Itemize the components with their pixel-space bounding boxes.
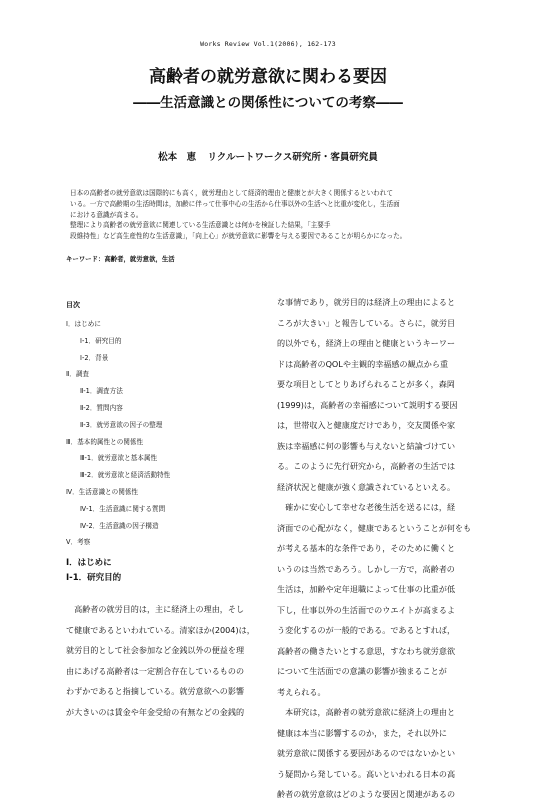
right-column-body bbox=[277, 292, 477, 805]
author-line bbox=[0, 149, 536, 163]
author-affiliation: リクルートワークス研究所・客員研究員 bbox=[207, 152, 378, 163]
toc-item: Ⅱ-1．調査方法 bbox=[80, 387, 123, 396]
body-line: 下し，仕事以外の生活面でのウエイトが高まるよ bbox=[277, 604, 456, 615]
toc-item: Ⅱ．調査 bbox=[66, 370, 90, 379]
section-heading: Ⅰ．はじめに bbox=[66, 558, 112, 568]
abstract-line: いる。一方で高齢期の生活時間は，加齢に伴って仕事中心の生活から仕事以外の生活へと比重が変化し，生活面 bbox=[70, 199, 400, 208]
body-line: 経済状況と健康が強く意識されているといえる。 bbox=[277, 481, 456, 492]
toc-item: Ⅰ．はじめに bbox=[66, 320, 101, 328]
subsection-heading: Ⅰ-1．研究目的 bbox=[66, 573, 122, 583]
body-line: 生活は，加齢や定年退職によって仕事の比重が低 bbox=[277, 584, 456, 594]
body-line: う変化するのが一般的である。であるとすれば， bbox=[277, 625, 456, 635]
abstract bbox=[70, 188, 470, 242]
body-line: (1999)は，高齢者の幸福感について説明する要因 bbox=[277, 399, 458, 410]
paper-title: 高齢者の就労意欲に関わる要因 bbox=[149, 67, 387, 87]
toc-title: 目次 bbox=[66, 301, 80, 309]
body-line: が考える基本的な条件であり，そのために働くと bbox=[277, 543, 456, 553]
table-of-contents bbox=[66, 316, 264, 551]
paper-subtitle: ――生活意識との関係性についての考察―― bbox=[133, 95, 403, 111]
abstract-line: 整理により高齢者の就労意欲に関連している生活意識とは何かを検証した結果，「主要手 bbox=[70, 221, 331, 230]
author-name: 松本 恵 bbox=[158, 152, 197, 163]
toc-item: Ⅳ．生活意識との関係性 bbox=[66, 487, 139, 496]
body-line: ころが大きい」と報告している。さらに，就労目 bbox=[277, 317, 456, 328]
left-column-body bbox=[66, 599, 264, 722]
toc-item: Ⅰ-2．背景 bbox=[80, 353, 109, 362]
body-line: 族は幸福感に何の影響も与えないと結論づけてい bbox=[277, 440, 456, 451]
body-line: る。このように先行研究から，高齢者の生活では bbox=[277, 461, 456, 471]
body-line: 就労目的として社会参加など金銭以外の便益を理 bbox=[66, 645, 245, 655]
body-line: について生活面での意識の影響が強まることが bbox=[277, 666, 447, 676]
abstract-line: 段維持性」など高生産性的な生活意識」，「向上心」が就労意欲に影響を与える要因であることが明らかになった。 bbox=[70, 232, 407, 241]
toc-item: Ⅴ．考察 bbox=[66, 538, 91, 547]
body-line: 就労意欲に関係する要因があるのではないかとい bbox=[277, 748, 456, 758]
toc-item: Ⅲ．基本的属性との関係性 bbox=[66, 437, 144, 446]
body-line: 本研究は，高齢者の就労意欲に経済上の理由と bbox=[277, 707, 456, 717]
toc-item: Ⅳ-2．生活意識の因子構造 bbox=[80, 521, 159, 530]
toc-item: Ⅲ-1．就労意欲と基本属性 bbox=[80, 454, 158, 463]
abstract-line: における意識が高まる。 bbox=[70, 210, 143, 219]
toc-item: Ⅳ-1．生活意識に関する質問 bbox=[80, 504, 166, 513]
body-line: 由にあげる高齢者は一定割合存在しているものの bbox=[66, 665, 245, 676]
body-line: は，世帯収入と健康度だけであり，交友関係や家 bbox=[277, 420, 456, 430]
toc-item: Ⅱ-3．就労意欲の因子の整理 bbox=[80, 420, 163, 429]
body-line: いうのは当然であろう。しかし一方で，高齢者の bbox=[277, 563, 455, 574]
body-line: が大きいのは賃金や年金受給の有無などの金銭的 bbox=[66, 706, 245, 717]
body-line: ドは高齢者のQOLや主観的幸福感の観点から重 bbox=[277, 358, 449, 369]
body-line: 的以外でも，経済上の理由と健康というキーワー bbox=[277, 338, 456, 348]
body-line: 考えられる。 bbox=[277, 686, 326, 697]
body-line: 高齢者の就労目的は，主に経済上の理由，そし bbox=[66, 604, 245, 614]
body-line: な事情であり，就労目的は経済上の理由によると bbox=[277, 297, 456, 307]
body-line: 齢者の就労意欲はどのような要因と関連があるの bbox=[277, 789, 456, 799]
body-line: 健康は本当に影響するのか，また，それ以外に bbox=[277, 727, 447, 738]
body-line: 要な項目としてとりあげられることが多く，森岡 bbox=[277, 379, 455, 389]
toc-item: Ⅱ-2．質問内容 bbox=[80, 403, 123, 412]
body-line: う疑問から発している。高いといわれる日本の高 bbox=[277, 768, 456, 779]
abstract-line: 日本の高齢者の就労意欲は国際的にも高く，就労理由として経済的理由と健康とが大きく関係するといわれて bbox=[70, 189, 393, 197]
toc-item: Ⅲ-2．就労意欲と経済活動特性 bbox=[80, 471, 171, 480]
body-line: わずかであると指摘している。就労意欲への影響 bbox=[66, 686, 245, 696]
body-line: 確かに安心して幸せな老後生活を送るには，経 bbox=[277, 502, 456, 512]
body-line: 高齢者の働きたいとする意思，すなわち就労意欲 bbox=[277, 645, 456, 656]
body-line: 済面での心配がなく，健康であるということが何をも bbox=[277, 522, 472, 533]
body-line: て健康であるといわれている。清家ほか(2004)は， bbox=[66, 624, 255, 635]
toc-item: Ⅰ-1．研究目的 bbox=[80, 336, 122, 345]
keywords: キーワード：高齢者，就労意欲，生活 bbox=[66, 255, 175, 263]
journal-header: Works Review Vol.1(2006), 162-173 bbox=[200, 40, 336, 48]
